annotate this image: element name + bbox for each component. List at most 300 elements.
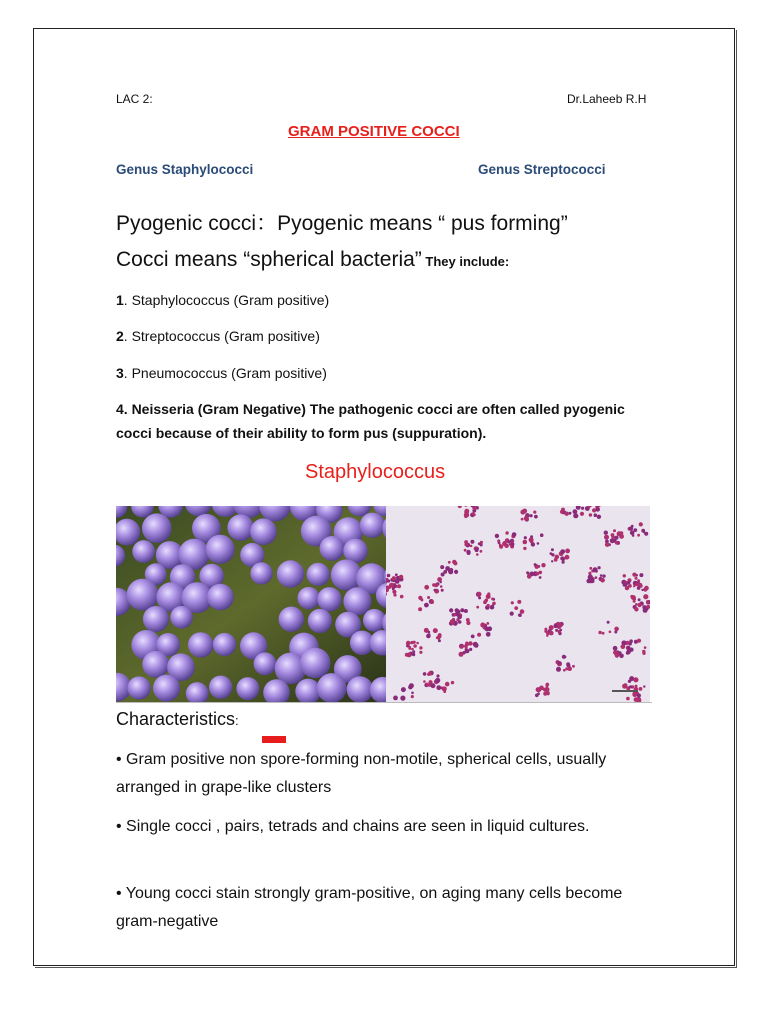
stained-cell [512, 532, 517, 537]
stained-cell [629, 685, 632, 688]
stained-cell [598, 566, 601, 569]
intro-line-2 [116, 248, 509, 272]
list-item-4 [116, 397, 636, 445]
stained-cell [388, 585, 392, 589]
stained-cell [623, 583, 627, 587]
stained-cell [471, 635, 475, 639]
stained-cell [627, 581, 631, 585]
stained-cell [565, 555, 570, 560]
stained-cell [633, 585, 635, 587]
coccus-sphere [307, 563, 330, 586]
stained-cell [565, 512, 569, 516]
stained-cell [424, 585, 429, 590]
stained-cell [457, 615, 462, 620]
bullet-item: • Young cocci stain strongly gram-positive, on aging many cells become gram-negative [116, 885, 623, 930]
stained-cell [637, 586, 641, 590]
stained-cell [477, 633, 481, 637]
stained-cell [393, 696, 398, 701]
stained-cell [436, 685, 441, 690]
coccus-sphere [343, 539, 367, 563]
stained-cell [565, 549, 570, 554]
stained-cell [530, 535, 533, 538]
red-mark [262, 736, 286, 743]
stained-cell [423, 672, 427, 676]
stained-cell [572, 665, 575, 668]
stained-cell [472, 512, 475, 515]
coccus-sphere [142, 513, 172, 543]
stained-cell [475, 548, 479, 552]
stained-cell [426, 634, 431, 639]
coccus-sphere [206, 535, 235, 564]
stained-cell [419, 646, 422, 649]
stained-cell [600, 578, 605, 583]
coccus-sphere [317, 587, 341, 611]
stained-cell [460, 645, 464, 649]
stained-cell [428, 631, 431, 634]
staph-cluster-illustration [116, 506, 386, 702]
stained-cell [399, 575, 403, 579]
coccus-sphere [227, 514, 253, 540]
stained-cell [418, 596, 422, 600]
stained-cell [408, 685, 413, 690]
stained-cell [551, 560, 553, 562]
coccus-sphere [360, 513, 385, 538]
stained-cell [641, 529, 645, 533]
stained-cell [632, 692, 637, 697]
stained-cell [406, 641, 411, 646]
stained-cell [514, 606, 518, 610]
coccus-sphere [209, 676, 232, 699]
list-item-text: . Streptococcus (Gram positive) [123, 328, 320, 344]
stained-cell [600, 574, 603, 577]
stained-cell [614, 653, 617, 656]
stained-cell [594, 513, 598, 517]
stained-cell [595, 576, 598, 579]
stained-cell [544, 628, 547, 631]
stained-cell [533, 511, 536, 514]
stained-cell [534, 515, 538, 519]
stained-cell [530, 514, 533, 517]
list-item-number: 1 [116, 292, 124, 308]
stained-cell [541, 563, 545, 567]
stained-cell [643, 594, 648, 599]
stained-cell [430, 600, 434, 604]
stained-cell [437, 634, 441, 638]
stained-cell [462, 651, 465, 654]
stained-cell [551, 553, 554, 556]
stained-cell [416, 642, 419, 645]
stained-cell [411, 695, 414, 698]
stained-cell [580, 512, 584, 516]
stained-cell [569, 512, 572, 515]
image-underline [116, 702, 652, 703]
stained-cell [478, 596, 481, 599]
stained-cell [588, 572, 591, 575]
stained-cell [554, 624, 558, 628]
stained-cell [470, 545, 473, 548]
stained-cell [633, 528, 637, 532]
stained-cell [428, 683, 431, 686]
stained-cell [436, 674, 439, 677]
stained-cell [492, 604, 495, 607]
stained-cell [551, 548, 554, 551]
stained-cell [510, 612, 514, 616]
stained-cell [441, 573, 445, 577]
stained-cell [614, 627, 619, 632]
stained-cell [643, 685, 645, 687]
stained-cell [491, 598, 494, 601]
coccus-sphere [213, 633, 236, 656]
stained-cell [448, 561, 451, 564]
stained-cell [605, 542, 610, 547]
stained-cell [628, 680, 631, 683]
coccus-sphere [170, 606, 193, 629]
stained-cell [566, 663, 570, 667]
stained-cell [468, 641, 472, 645]
coccus-sphere [132, 540, 155, 563]
list-item-number: 2 [116, 328, 124, 344]
stained-cell [486, 632, 491, 637]
stained-cell [558, 630, 561, 633]
stained-cell [458, 620, 462, 624]
stained-cell [428, 671, 432, 675]
stained-cell [497, 539, 500, 542]
stained-cell [400, 595, 404, 599]
stained-cell [440, 565, 444, 569]
stained-cell [527, 574, 532, 579]
stained-cell [531, 542, 535, 546]
stained-cell [435, 678, 440, 683]
stained-cell [644, 646, 647, 649]
stained-cell [476, 553, 479, 556]
stained-cell [464, 609, 468, 613]
coccus-sphere [153, 675, 180, 702]
stained-cell [565, 667, 568, 670]
stained-cell [597, 515, 601, 519]
stained-cell [642, 650, 645, 653]
stained-cell [411, 692, 414, 695]
stained-cell [487, 604, 490, 607]
coccus-sphere [142, 651, 169, 678]
stained-cell [560, 556, 564, 560]
stained-cell [411, 648, 414, 651]
stained-cell [556, 667, 561, 672]
stained-cell [534, 563, 537, 566]
stained-cell [460, 608, 464, 612]
stained-cell [473, 642, 478, 647]
stained-cell [524, 516, 529, 521]
stained-cell [464, 540, 468, 544]
stained-cell [401, 687, 406, 692]
stained-cell [535, 572, 539, 576]
stained-cell [466, 621, 470, 625]
stained-cell [520, 510, 525, 515]
stained-cell [511, 540, 514, 543]
stained-cell [637, 639, 641, 643]
stained-cell [633, 677, 638, 682]
stained-cell [639, 573, 643, 577]
coccus-sphere [143, 606, 169, 632]
characteristics-colon: : [235, 713, 239, 728]
stained-cell [614, 631, 617, 634]
list-item-number: 4 [116, 401, 124, 417]
stained-cell [470, 540, 474, 544]
stained-cell [537, 542, 540, 545]
stained-cell [557, 622, 559, 624]
intro-line-2-main: Cocci means “spherical bacteria” [116, 248, 422, 271]
stained-cell [637, 693, 641, 697]
stained-cell [589, 567, 592, 570]
stained-cell [573, 509, 578, 514]
header-lac: LAC 2: [116, 92, 153, 106]
stained-cell [641, 589, 643, 591]
stained-cell [604, 531, 608, 535]
stained-cell [607, 621, 610, 624]
stained-cell [440, 581, 442, 583]
stained-cell [629, 639, 633, 643]
list-item-number: 3 [116, 365, 124, 381]
stained-cell [486, 594, 491, 599]
stained-cell [625, 642, 628, 645]
stained-cell [397, 584, 401, 588]
coccus-sphere [343, 587, 371, 615]
coccus-sphere [250, 562, 272, 584]
stained-cell [621, 644, 626, 649]
stained-cell [547, 691, 550, 694]
stained-cell [523, 547, 526, 550]
stained-cell [520, 609, 525, 614]
stained-cell [639, 687, 643, 691]
stained-cell [419, 651, 422, 654]
coccus-sphere [300, 648, 330, 678]
list-item-text: . Staphylococcus (Gram positive) [123, 292, 330, 308]
stained-cell [644, 586, 649, 591]
stained-cell [635, 577, 638, 580]
bullet-item: • Single cocci , pairs, tetrads and chains are seen in liquid cultures. [116, 818, 590, 835]
stained-cell [628, 584, 632, 588]
stained-cell [563, 669, 566, 672]
stained-cell [637, 603, 641, 607]
stained-cell [476, 606, 479, 609]
list-item [116, 365, 327, 381]
stained-cell [412, 653, 415, 656]
staph-cluster-image [116, 506, 386, 702]
stained-cell [427, 596, 430, 599]
stained-cell [629, 648, 633, 652]
stained-cell [595, 507, 600, 512]
stained-cell [619, 651, 622, 654]
stained-cell [440, 585, 443, 588]
stained-cell [632, 573, 636, 577]
stained-cell [549, 625, 554, 630]
stained-cell [407, 653, 412, 658]
stained-cell [441, 589, 444, 592]
coccus-sphere [308, 609, 332, 633]
stained-cell [562, 655, 566, 659]
stained-cell [480, 544, 483, 547]
intro-line-1: Pyogenic cocci：Pyogenic means “ pus forming” [116, 212, 568, 235]
coccus-sphere [207, 584, 234, 611]
stained-cell [615, 541, 619, 545]
stained-cell [646, 600, 649, 603]
coccus-sphere [317, 673, 347, 702]
stained-cell [539, 686, 544, 691]
stained-cell [423, 680, 426, 683]
stained-cell [629, 527, 633, 531]
coccus-sphere [363, 609, 386, 632]
characteristics-heading [116, 709, 239, 730]
stained-cell [480, 623, 485, 628]
bullet-item: • Gram positive non spore-forming non-motile, spherical cells, usually arranged in grape-like clusters [116, 751, 607, 796]
stained-cell [452, 613, 454, 615]
coccus-sphere [250, 518, 277, 545]
stained-cell [408, 647, 411, 650]
stained-cell [477, 592, 482, 597]
stained-cell [466, 550, 470, 554]
coccus-sphere [254, 652, 277, 675]
coccus-sphere [347, 676, 374, 702]
stained-cell [544, 687, 549, 692]
stained-cell [505, 531, 508, 534]
stained-cell [591, 579, 595, 583]
stained-cell [464, 509, 469, 514]
stained-cell [431, 683, 435, 687]
coccus-sphere [188, 632, 213, 657]
stained-cell [464, 644, 467, 647]
stained-cell [449, 608, 453, 612]
page-title: GRAM POSITIVE COCCI [288, 123, 460, 140]
stained-cell [395, 573, 398, 576]
stained-cell [631, 595, 636, 600]
stained-cell [438, 639, 441, 642]
stained-cell [602, 632, 605, 635]
stained-cell [539, 576, 542, 579]
list-item-text: . Neisseria (Gram Negative) The pathogenic cocci are often called pyogenic cocci because of their ability to form pus (suppuration). [116, 401, 625, 441]
stained-cell [549, 631, 554, 636]
stained-cell [637, 534, 640, 537]
stained-cell [387, 574, 391, 578]
stained-cell [387, 579, 390, 582]
stained-cell [465, 642, 468, 645]
stained-cell [562, 561, 565, 564]
coccus-sphere [298, 587, 320, 609]
gram-stain-illustration [386, 506, 650, 702]
stained-cell [453, 561, 457, 565]
stained-cell [455, 608, 459, 612]
stained-cell [614, 536, 618, 540]
stained-cell [604, 535, 609, 540]
gram-stain-image [386, 506, 650, 702]
stained-cell [619, 534, 624, 539]
stained-cell [433, 628, 438, 633]
genus-right: Genus Streptococci [478, 162, 606, 177]
stained-cell [523, 540, 528, 545]
stained-cell [445, 682, 450, 687]
genus-left: Genus Staphylococci [116, 162, 254, 177]
stained-cell [464, 549, 467, 552]
stained-cell [613, 529, 616, 532]
stained-cell [418, 607, 422, 611]
stained-cell [395, 579, 400, 584]
list-item [116, 292, 329, 308]
stained-cell [483, 600, 487, 604]
coccus-sphere [320, 536, 345, 561]
list-item [116, 328, 320, 344]
stained-cell [646, 608, 649, 611]
stained-cell [589, 513, 592, 516]
stained-cell [517, 600, 521, 604]
stained-cell [400, 696, 405, 701]
stained-cell [424, 603, 429, 608]
intro-line-2-small: They include: [421, 254, 510, 269]
stained-cell [445, 566, 450, 571]
stained-cell [486, 622, 489, 625]
stained-cell [451, 681, 454, 684]
coccus-sphere [236, 677, 259, 700]
stained-cell [502, 542, 507, 547]
stained-cell [413, 644, 417, 648]
stained-cell [540, 533, 544, 537]
stained-cell [450, 619, 455, 624]
coccus-sphere [277, 560, 304, 587]
characteristics-heading-text: Characteristics [116, 709, 236, 729]
stained-cell [507, 540, 510, 543]
stained-cell [558, 661, 562, 665]
stained-cell [442, 686, 447, 691]
stained-cell [626, 651, 630, 655]
stained-cell [610, 538, 615, 543]
stained-cell [518, 613, 522, 617]
stained-cell [546, 683, 550, 687]
stained-cell [410, 641, 413, 644]
stained-cell [639, 522, 643, 526]
list-item-text: . Pneumococcus (Gram positive) [123, 365, 327, 381]
coccus-sphere [128, 676, 151, 699]
stained-cell [609, 631, 612, 634]
stained-cell [560, 549, 565, 554]
section-title: Staphylococcus [305, 461, 446, 483]
stained-cell [581, 507, 584, 510]
stained-cell [593, 567, 598, 572]
stained-cell [434, 583, 438, 587]
stained-cell [611, 533, 615, 537]
stained-cell [623, 574, 626, 577]
stained-cell [454, 570, 458, 574]
stained-cell [602, 574, 605, 577]
stained-cell [487, 626, 492, 631]
stained-cell [480, 550, 483, 553]
stained-cell [613, 646, 618, 651]
stained-cell [554, 558, 558, 562]
stained-cell [635, 603, 638, 606]
stained-cell [469, 648, 472, 651]
stained-cell [434, 589, 437, 592]
stained-cell [537, 692, 540, 695]
stained-cell [598, 631, 601, 634]
stained-cell [626, 697, 630, 701]
coccus-sphere [279, 607, 304, 632]
stained-cell [521, 518, 524, 521]
stained-cell [573, 513, 578, 518]
stained-cell [392, 588, 395, 591]
header-author: Dr.Laheeb R.H [567, 92, 647, 106]
stained-cell [495, 534, 499, 538]
stained-cell [511, 601, 514, 604]
stained-cell [634, 607, 638, 611]
stained-cell [524, 536, 527, 539]
stained-cell [561, 508, 565, 512]
stained-cell [392, 590, 396, 594]
